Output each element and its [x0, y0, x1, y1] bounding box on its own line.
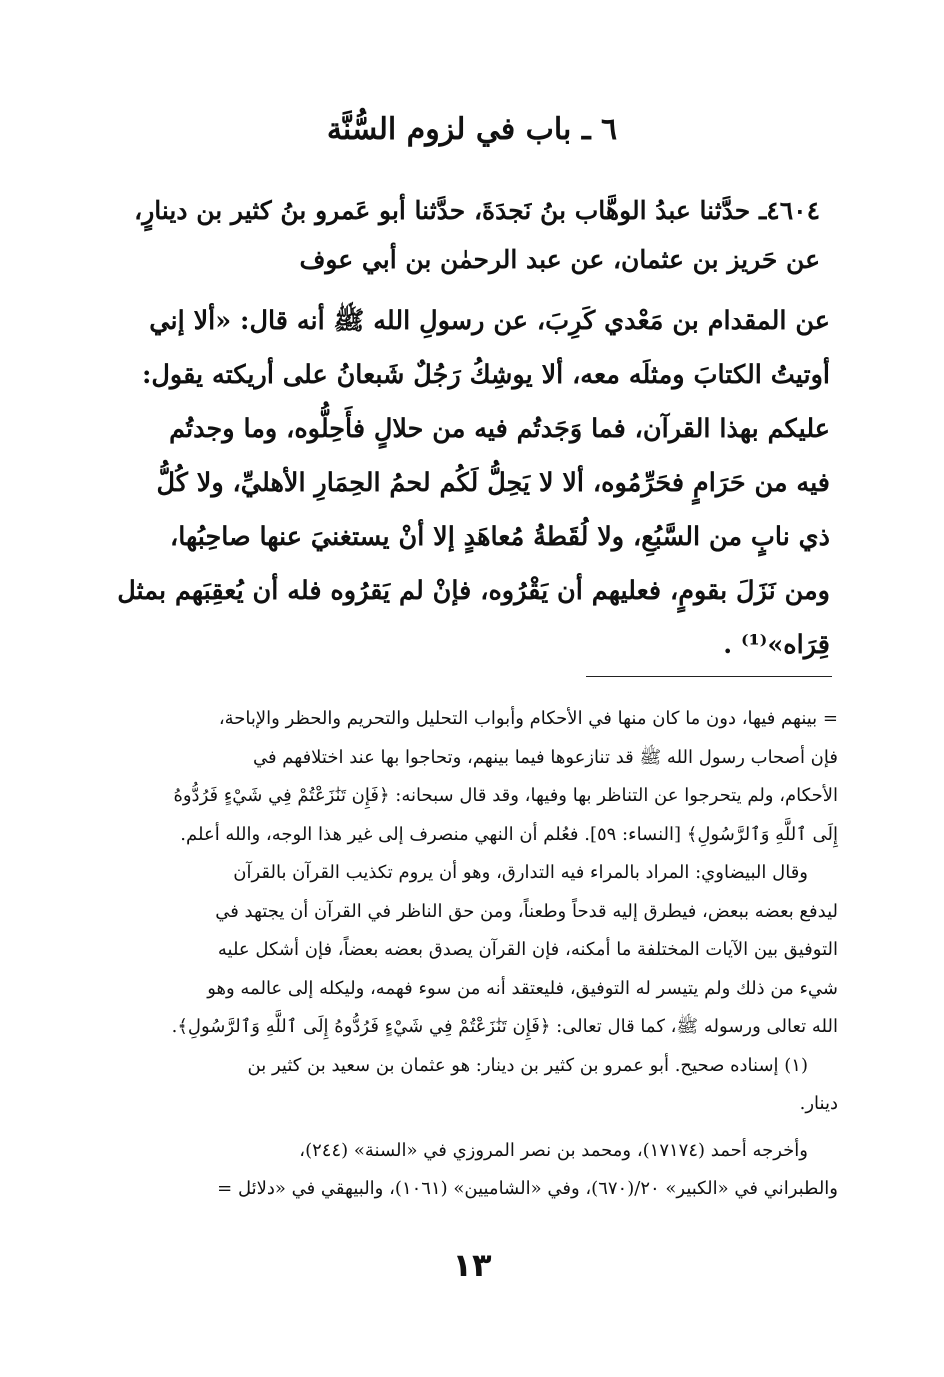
footnotes	[100, 700, 838, 1209]
footnote-line: الله تعالى ورسوله ﷺ، كما قال تعالى: ﴿فَإِن تَنَٰزَعْتُمْ فِي شَيْءٍ فَرُدُّوهُ إِلَى ٱللَّهِ وَٱلرَّسُولِ﴾.	[171, 1016, 838, 1037]
footnote-line: شيء من ذلك ولم يتيسر له التوفيق، فليعتقد أنه من سوء فهمه، وليكله إلى عالمه وهو	[207, 977, 838, 999]
footnote-gap	[100, 1124, 838, 1132]
footnote-line: إِلَى ٱللَّهِ وَٱلرَّسُولِ﴾ [النساء: ٥٩]. فعُلم أن النهي منصرف إلى غير هذا الوجه، والله أعلم.	[180, 823, 838, 845]
footnote-1-line: (١) إسناده صحيح. أبو عمرو بن كثير بن دينار: هو عثمان بن سعيد بن كثير بن	[247, 1054, 808, 1076]
matn-line: قِرَاه»⁽¹⁾ .	[723, 630, 830, 660]
matn-line: أوتيتُ الكتابَ ومثلَه معه، ألا يوشِكُ رَجُلٌ شَبعانُ على أريكته يقول:	[141, 360, 830, 390]
takhrij-line: وأخرجه أحمد (١٧١٧٤)، ومحمد بن نصر المروزي في «السنة» (٢٤٤)،	[299, 1139, 808, 1161]
matn-line: عن المقدام بن مَعْدي كَرِبَ، عن رسولِ الله ﷺ أنه قال: «ألا إني	[149, 306, 830, 336]
footnote-separator	[586, 676, 832, 677]
footnote-line: التوفيق بين الآيات المختلفة ما أمكنه، فإن القرآن يصدق بعضه بعضاً، فإن أشكل عليه	[217, 939, 838, 960]
footnote-line: الأحكام، ولم يتحرجوا عن التناظر بها وفيها، وقد قال سبحانه: ﴿فَإِن تَنَٰزَعْتُمْ فِي شَيْءٍ فَرُدُّوهُ	[173, 785, 838, 806]
footnote-1-line: دينار.	[799, 1093, 838, 1114]
matn-line: ذي نابٍ من السَّبُعِ، ولا لُقَطةُ مُعاهَدٍ إلا أنْ يستغنيَ عنها صاحِبُها،	[170, 522, 830, 552]
chapter-title: ٦ ـ باب في لزوم السُّنَّة	[326, 112, 618, 147]
page-number: ١٣	[452, 1246, 492, 1284]
takhrij-line: والطبراني في «الكبير» ٢٠/(٦٧٠)، وفي «الشاميين» (١٠٦١)، والبيهقي في «دلائل =	[217, 1178, 838, 1199]
hadith-matn	[112, 294, 830, 672]
footnote-line: ليدفع بعضه ببعض، فيطرق إليه قدحاً وطعناً، ومن حق الناظر في القرآن أن يجتهد في	[215, 900, 838, 922]
matn-line: ومن نَزَلَ بقومٍ، فعليهم أن يَقْرُوه، فإنْ لم يَقرُوه فله أن يُعقِبَهم بمثل	[117, 576, 830, 606]
hadith-isnad	[130, 186, 820, 284]
footnote-line: فإن أصحاب رسول الله ﷺ قد تنازعوها فيما بينهم، وتحاجوا بها عند اختلافهم في	[252, 746, 838, 768]
footnote-line: وقال البيضاوي: المراد بالمراء فيه التدارق، وهو أن يروم تكذيب القرآن بالقرآن	[233, 862, 808, 883]
isnad-line: ٤٦٠٤ـ حدَّثنا عبدُ الوهَّاب بنُ نَجدَةَ، حدَّثنا أبو عَمرو بنُ كثير بن دينارٍ،	[134, 196, 820, 225]
matn-line: عليكم بهذا القرآن، فما وَجَدتُم فيه من حلالٍ فأَحِلُّوه، وما وجدتُم	[169, 414, 830, 444]
matn-line: فيه من حَرَامٍ فحَرِّمُوه، ألا لا يَحِلُّ لَكُم لحمُ الحِمَارِ الأهليِّ، ولا كُلُّ	[156, 468, 830, 498]
footnote-line: = بينهم فيها، دون ما كان منها في الأحكام وأبواب التحليل والتحريم والحظر والإباحة،	[218, 708, 838, 729]
isnad-line: عن حَريز بن عثمان، عن عبد الرحمٰن بن أبي عوف	[299, 245, 820, 274]
